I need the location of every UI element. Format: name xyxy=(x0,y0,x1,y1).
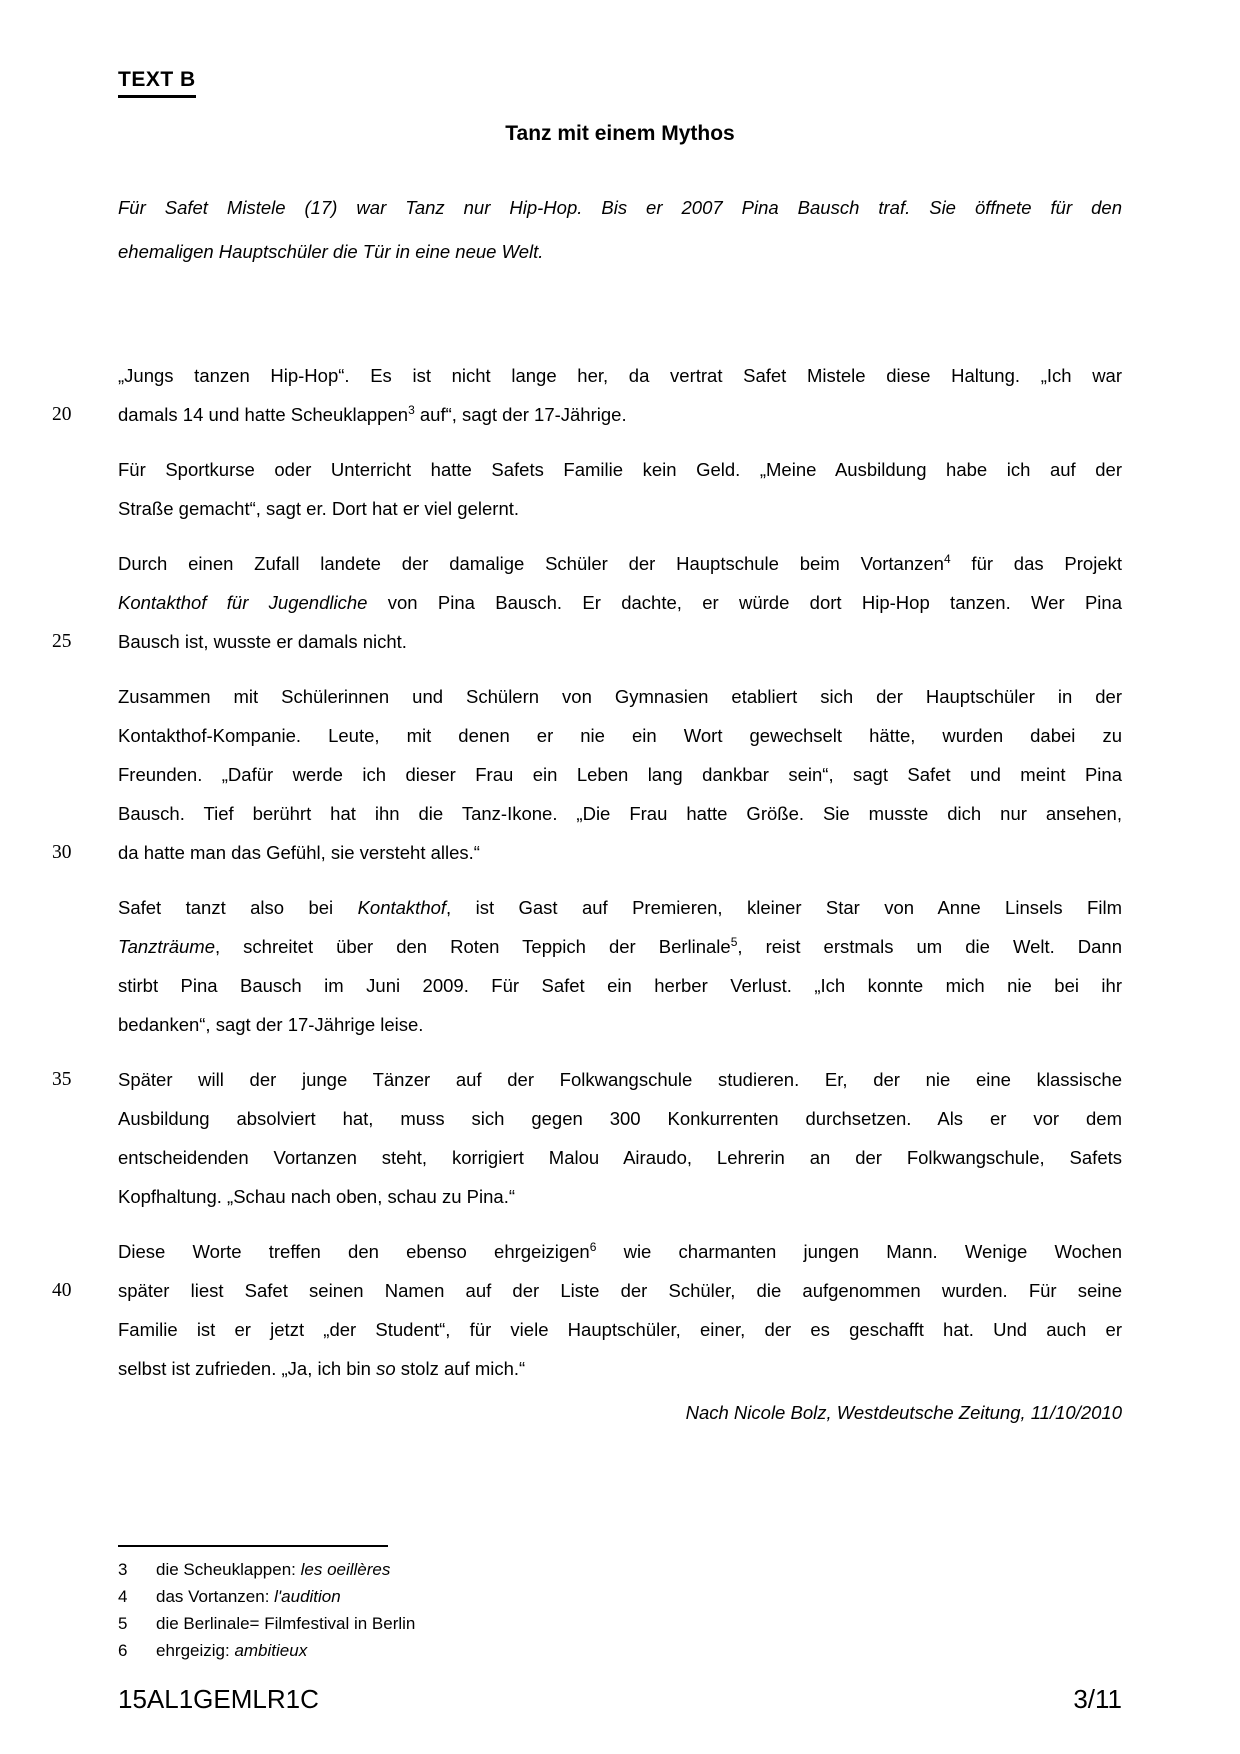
paragraph xyxy=(52,1232,1122,1388)
text-line: entscheidenden Vortanzen steht, korrigiert Malou Airaudo, Lehrerin an der Folkwangschule, Safets xyxy=(118,1147,1122,1168)
margin-line-number: 40 xyxy=(52,1280,72,1301)
footnote: 4 das Vortanzen: l'audition xyxy=(118,1583,1018,1610)
text-section-label: TEXT B xyxy=(118,68,196,98)
footnote: 6 ehrgeizig: ambitieux xyxy=(118,1637,1018,1664)
text-line: Freunden. „Dafür werde ich dieser Frau ein Leben lang dankbar sein“, sagt Safet und meint Pina xyxy=(118,764,1122,785)
footnotes xyxy=(118,1556,1018,1664)
margin-line-number: 35 xyxy=(52,1069,72,1090)
paragraph xyxy=(52,677,1122,872)
text-line: „Jungs tanzen Hip-Hop“. Es ist nicht lange her, da vertrat Safet Mistele diese Haltung. „Ich war xyxy=(118,365,1122,386)
text-line: Ausbildung absolviert hat, muss sich gegen 300 Konkurrenten durchsetzen. Als er vor dem xyxy=(118,1108,1122,1129)
margin-line-number: 30 xyxy=(52,842,72,863)
text-line: bedanken“, sagt der 17-Jährige leise. xyxy=(118,1014,424,1035)
intro-line: Für Safet Mistele (17) war Tanz nur Hip-Hop. Bis er 2007 Pina Bausch traf. Sie öffnete für den xyxy=(118,197,1122,218)
footnote: 5 die Berlinale= Filmfestival in Berlin xyxy=(118,1610,1018,1637)
intro-chapeau xyxy=(118,186,1122,274)
margin-line-number: 20 xyxy=(52,404,72,425)
document-code: 15AL1GEMLR1C xyxy=(118,1684,319,1714)
paragraph xyxy=(52,1060,1122,1216)
paragraph xyxy=(118,888,1122,1044)
text-line: stirbt Pina Bausch im Juni 2009. Für Safet ein herber Verlust. „Ich konnte mich nie bei ihr xyxy=(118,975,1122,996)
text-line: 20 damals 14 und hatte Scheuklappen$^3$ auf“, sagt der 17-Jährige. xyxy=(118,395,1122,434)
text-line: Zusammen mit Schülerinnen und Schülern von Gymnasien etabliert sich der Hauptschüler in der xyxy=(118,686,1122,707)
footnote-reference: 3 xyxy=(408,403,415,417)
source-attribution: Nach Nicole Bolz, Westdeutsche Zeitung, 11/10/2010 xyxy=(685,1402,1122,1423)
text-line: selbst ist zufrieden. „Ja, ich bin so stolz auf mich.“ xyxy=(118,1358,526,1379)
article-body xyxy=(52,356,1123,1404)
footnote-reference: 4 xyxy=(943,552,951,566)
footnote-number: 4 xyxy=(118,1587,128,1606)
footnote-number: 5 xyxy=(118,1614,128,1633)
text-line: Diese Worte treffen den ebenso ehrgeizigen$^6$ wie charmanten jungen Mann. Wenige Wochen xyxy=(118,1240,1122,1262)
paragraph xyxy=(52,544,1122,661)
text-line: 40 später liest Safet seinen Namen auf der Liste der Schüler, die aufgenommen wurden. Für seine xyxy=(118,1271,1122,1310)
text-line: Safet tanzt also bei Kontakthof, ist Gast auf Premieren, kleiner Star von Anne Linsels Film xyxy=(118,897,1122,918)
footnote-number: 6 xyxy=(118,1641,128,1660)
paragraph xyxy=(52,356,1122,434)
intro-line: ehemaligen Hauptschüler die Tür in eine neue Welt. xyxy=(118,241,544,262)
text-line: Tanzträume, schreitet über den Roten Teppich der Berlinale$^5$, reist erstmals um die Welt. Dann xyxy=(118,935,1123,957)
text-line: Für Sportkurse oder Unterricht hatte Safets Familie kein Geld. „Meine Ausbildung habe ich auf der xyxy=(118,459,1122,480)
text-line: Kopfhaltung. „Schau nach oben, schau zu Pina.“ xyxy=(118,1186,515,1207)
footnote: 3 die Scheuklappen: les oeillères xyxy=(118,1556,1018,1583)
text-line: Kontakthof für Jugendliche von Pina Bausch. Er dachte, er würde dort Hip-Hop tanzen. Wer Pina xyxy=(118,592,1122,613)
text-line: Kontakthof-Kompanie. Leute, mit denen er nie ein Wort gewechselt hätte, wurden dabei zu xyxy=(118,725,1122,746)
text-line: Durch einen Zufall landete der damalige Schüler der Hauptschule beim Vortanzen$^4$ für das Projekt xyxy=(118,552,1122,574)
text-line: Bausch. Tief berührt hat ihn die Tanz-Ikone. „Die Frau hatte Größe. Sie musste dich nur ansehen, xyxy=(118,803,1122,824)
paragraph xyxy=(118,450,1122,528)
text-line: Straße gemacht“, sagt er. Dort hat er viel gelernt. xyxy=(118,498,520,519)
text-line: 30 da hatte man das Gefühl, sie versteht alles.“ xyxy=(118,833,1122,872)
margin-line-number: 25 xyxy=(52,631,72,652)
footnote-reference: 5 xyxy=(730,935,738,949)
page-number: 3/11 xyxy=(1073,1684,1122,1714)
footnote-number: 3 xyxy=(118,1560,128,1579)
text-line: Familie ist er jetzt „der Student“, für viele Hauptschüler, einer, der es geschafft hat. Und auch er xyxy=(118,1319,1122,1340)
text-line: 25 Bausch ist, wusste er damals nicht. xyxy=(118,622,1122,661)
text-line: 35 Später will der junge Tänzer auf der Folkwangschule studieren. Er, der nie eine klassische xyxy=(118,1060,1122,1099)
article-title: Tanz mit einem Mythos xyxy=(505,122,735,145)
footnote-reference: 6 xyxy=(589,1240,597,1254)
footnote-separator xyxy=(118,1545,388,1547)
